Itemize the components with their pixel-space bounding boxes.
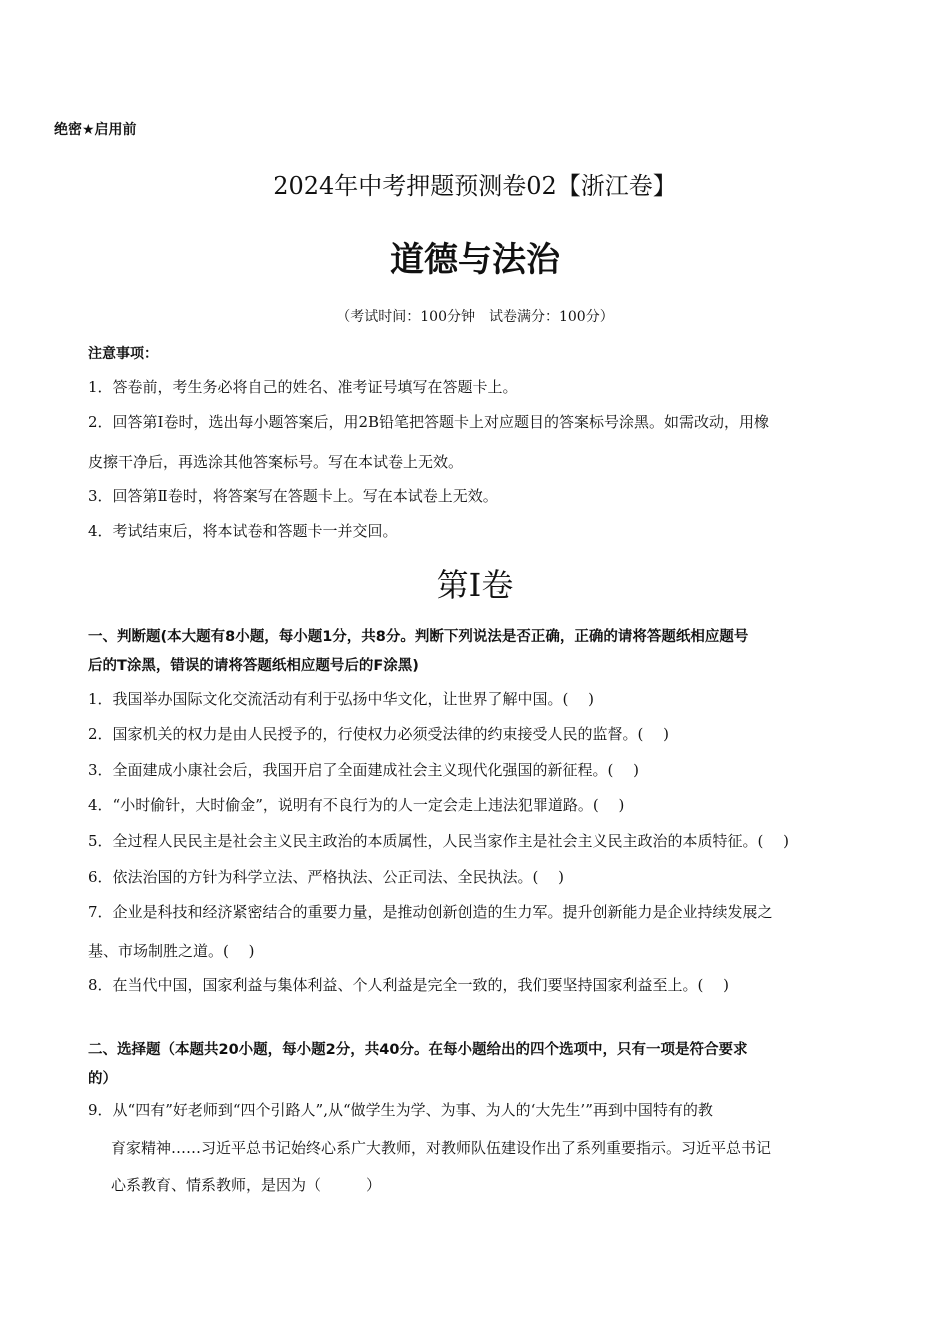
question-item: 1．我国举办国际文化交流活动有利于弘扬中华文化，让世界了解中国。( ): [88, 690, 595, 708]
section2-heading: 二、选择题（本题共20小题，每小题2分，共40分。在每小题给出的四个选项中，只有一项是符合要求: [88, 1042, 748, 1058]
question-item: 6．依法治国的方针为科学立法、严格执法、公正司法、全民执法。( ): [88, 868, 565, 886]
notice-heading: 注意事项：: [88, 346, 158, 362]
question-item: 8．在当代中国，国家利益与集体利益、个人利益是完全一致的，我们要坚持国家利益至上。( ): [88, 976, 730, 994]
notice-item: 4．考试结束后，将本试卷和答题卡一并交回。: [88, 522, 398, 540]
secret-label: 绝密★启用前: [54, 122, 137, 138]
section1-heading-cont: 后的T涂黑，错误的请将答题纸相应题号后的F涂黑): [88, 658, 419, 674]
question-9-cont: 心系教育、情系教师，是因为（ ）: [111, 1176, 382, 1194]
exam-info: （考试时间：100分钟 试卷满分：100分）: [336, 309, 614, 325]
part-title: 第Ⅰ卷: [436, 566, 514, 604]
exam-title: 2024年中考押题预测卷02【浙江卷】: [273, 172, 677, 200]
question-item: 5．全过程人民民主是社会主义民主政治的本质属性，人民当家作主是社会主义民主政治的本质特征。( ): [88, 832, 790, 850]
question-item: 4．“小时偷针，大时偷金”，说明有不良行为的人一定会走上违法犯罪道路。( ): [88, 796, 625, 814]
question-9-cont: 育家精神……习近平总书记始终心系广大教师，对教师队伍建设作出了系列重要指示。习近平总书记: [111, 1139, 772, 1157]
notice-item: 皮擦干净后，再选涂其他答案标号。写在本试卷上无效。: [88, 453, 464, 471]
question-item-cont: 基、市场制胜之道。( ): [88, 942, 255, 960]
subject-title: 道德与法治: [390, 240, 560, 280]
section2-heading-cont: 的）: [88, 1071, 117, 1087]
question-item: 7．企业是科技和经济紧密结合的重要力量，是推动创新创造的生力军。提升创新能力是企业持续发展之: [88, 903, 773, 921]
question-item: 3．全面建成小康社会后，我国开启了全面建成社会主义现代化强国的新征程。( ): [88, 761, 640, 779]
question-9: 9．从“四有”好老师到“四个引路人”,从“做学生为学、为事、为人的‘大先生’”再到中国特有的教: [88, 1101, 713, 1119]
notice-item: 1．答卷前，考生务必将自己的姓名、准考证号填写在答题卡上。: [88, 378, 518, 396]
notice-item: 2．回答第Ⅰ卷时，选出每小题答案后，用2B铅笔把答题卡上对应题目的答案标号涂黑。如需改动，用橡: [88, 413, 770, 431]
section1-heading: 一、判断题(本大题有8小题，每小题1分，共8分。判断下列说法是否正确，正确的请将答题纸相应题号: [88, 629, 749, 645]
notice-item: 3．回答第Ⅱ卷时，将答案写在答题卡上。写在本试卷上无效。: [88, 487, 498, 505]
question-item: 2．国家机关的权力是由人民授予的，行使权力必须受法律的约束接受人民的监督。( ): [88, 725, 670, 743]
